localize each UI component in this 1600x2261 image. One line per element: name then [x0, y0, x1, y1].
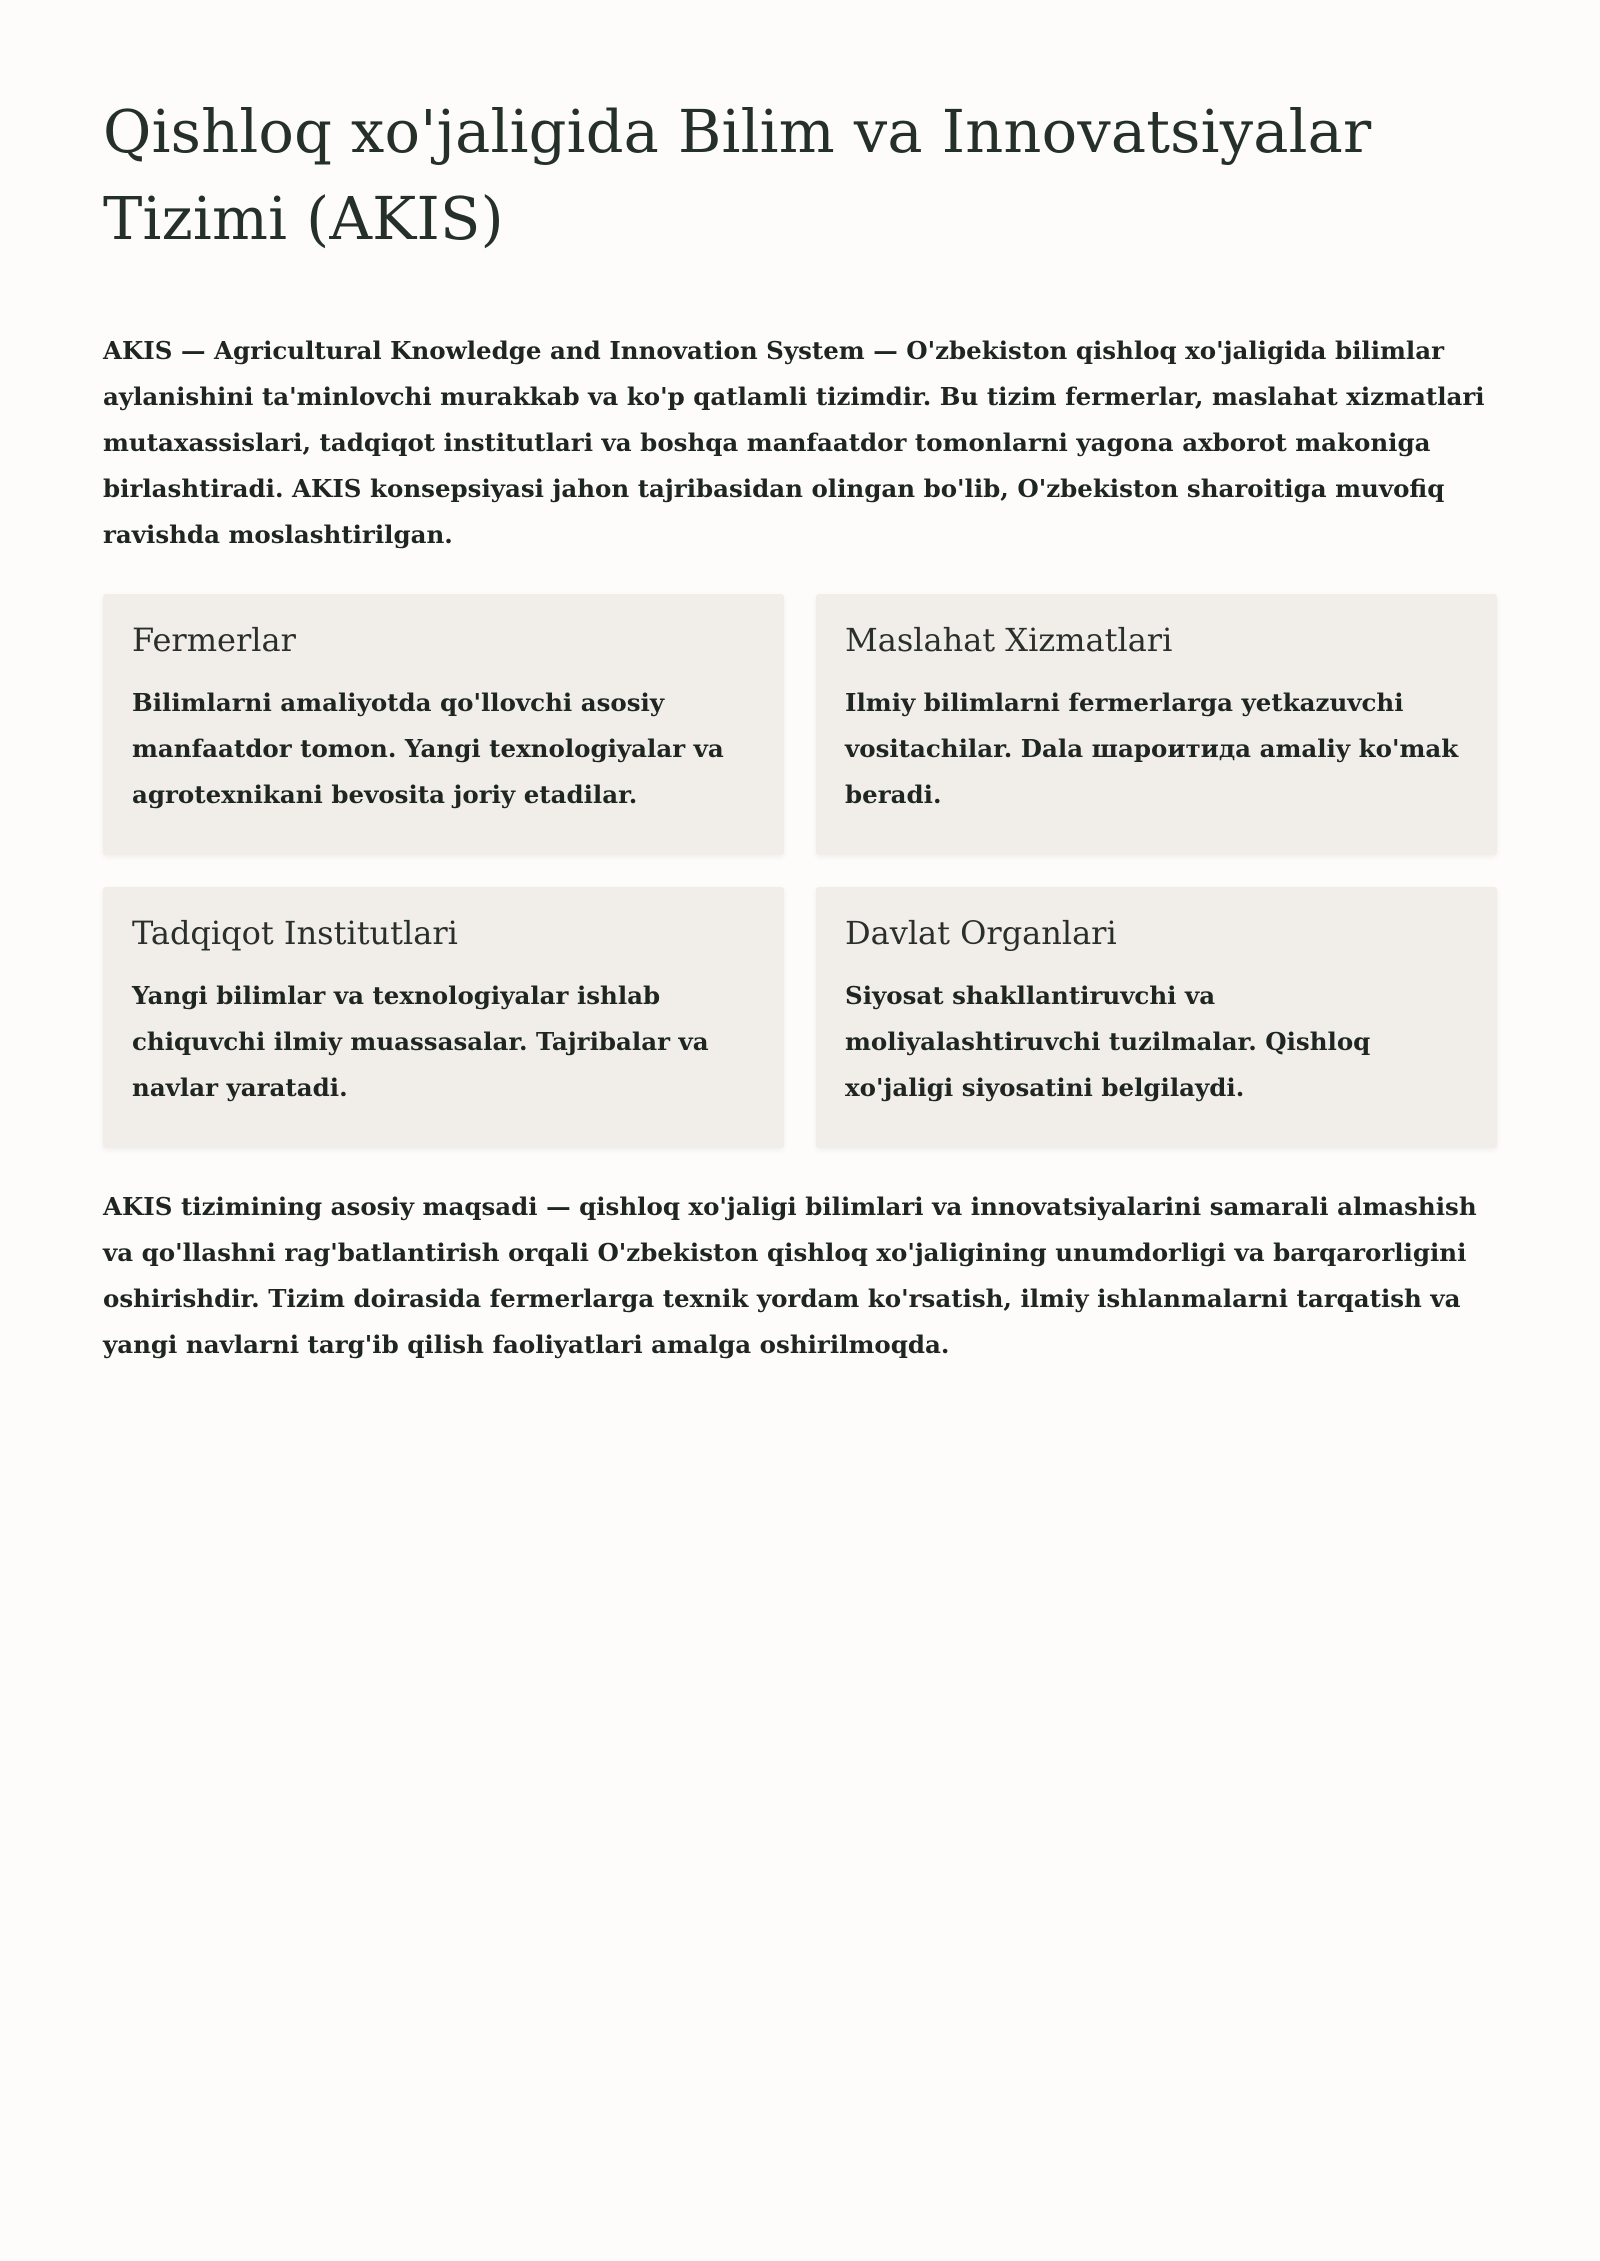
- card-davlat-organlari: [816, 887, 1497, 1148]
- card-text: Bilimlarni amaliyotda qo'llovchi asosiy manfaatdor tomon. Yangi texnologiyalar va agrotexnikani bevosita joriy etadilar.: [132, 688, 724, 809]
- card-maslahat-xizmatlari: [816, 594, 1497, 855]
- card-title: Tadqiqot Institutlari: [132, 914, 458, 952]
- card-fermerlar: [103, 594, 784, 855]
- card-text: Siyosat shakllantiruvchi va moliyalashtiruvchi tuzilmalar. Qishloq xo'jaligi siyosatini belgilaydi.: [845, 981, 1371, 1102]
- card-title: Davlat Organlari: [845, 914, 1117, 952]
- card-title: Fermerlar: [132, 621, 296, 659]
- intro-paragraph: AKIS — Agricultural Knowledge and Innovation System — O'zbekiston qishloq xo'jaligida bilimlar aylanishini ta'minlovchi murakkab va ko'p qatlamli tizimdir. Bu tizim fermerlar, maslahat xizmatlari mutaxassislari, tadqiqot institutlari va boshqa manfaatdor tomonlarni yagona axborot makoniga birlashtiradi. AKIS konsepsiyasi jahon tajribasidan olingan bo'lib, O'zbekiston sharoitiga muvofiq ravishda moslashtirilgan.: [103, 336, 1485, 549]
- stakeholder-cards: [103, 594, 1497, 1148]
- card-title: Maslahat Xizmatlari: [845, 621, 1173, 659]
- card-tadqiqot-institutlari: [103, 887, 784, 1148]
- card-text: Yangi bilimlar va texnologiyalar ishlab chiquvchi ilmiy muassasalar. Tajribalar va navlar yaratadi.: [132, 981, 709, 1102]
- document-page: [103, 88, 1497, 1368]
- closing-paragraph: AKIS tizimining asosiy maqsadi — qishloq xo'jaligi bilimlari va innovatsiyalarini samarali almashish va qo'llashni rag'batlantirish orqali O'zbekiston qishloq xo'jaligining unumdorligi va barqarorligini oshirishdir. Tizim doirasida fermerlarga texnik yordam ko'rsatish, ilmiy ishlanmalarni tarqatish va yangi navlarni targ'ib qilish faoliyatlari amalga oshirilmoqda.: [103, 1192, 1477, 1359]
- page-title: Qishloq xo'jaligida Bilim va Innovatsiyalar Tizimi (AKIS): [103, 97, 1372, 253]
- card-text: Ilmiy bilimlarni fermerlarga yetkazuvchi vositachilar. Dala шароитида amaliy ko'mak beradi.: [845, 688, 1459, 809]
